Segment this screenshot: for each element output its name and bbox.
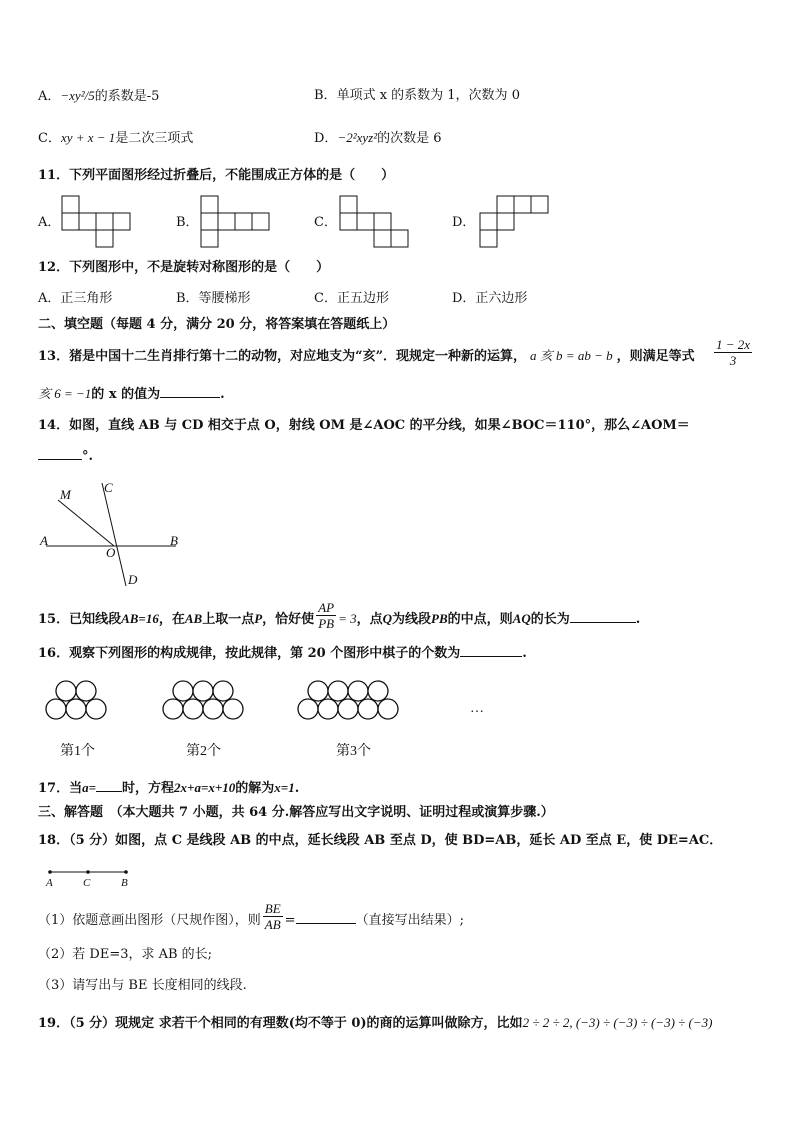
label-c: C bbox=[104, 480, 113, 495]
q18-sub2: （2）若 DE=3，求 AB 的长; bbox=[38, 947, 213, 962]
q12-option-c: C．正五边形 bbox=[314, 291, 389, 306]
q13-line1: 13．猪是中国十二生肖排行第十二的动物，对应地支为“亥”．现规定一种新的运算， a 亥 b = ab − b ，则满足等式 bbox=[38, 348, 695, 364]
q10-option-c: C．xy + x − 1是二次三项式 bbox=[38, 130, 194, 146]
q18-sub1: （1）依题意画出图形（尺规作图），则 $\frac{BE}{AB}$ = （直接写出结果）; bbox=[38, 901, 464, 932]
seg-label-b: B bbox=[121, 877, 128, 889]
q11-stem: 11．下列平面图形经过折叠后，不能围成正方体的是（ ） bbox=[38, 168, 395, 183]
q15-text: 15．已知线段AB=16，在AB上取一点P，恰好使 $\frac{AP}{PB}$ = 3，点Q为线段PB的中点，则AQ的长为 . bbox=[38, 600, 641, 631]
section-2-heading: 二、填空题（每题 4 分，满分 20 分，将答案填在答题纸上） bbox=[38, 317, 396, 332]
caption-2: 第2个 bbox=[186, 744, 221, 759]
q18-stem: 18．（5 分）如图，点 C 是线段 AB 的中点，延长线段 AB 至点 D，使 BD=AB，延长 AD 至点 E，使 DE=AC． bbox=[38, 833, 723, 848]
section-3-heading: 三、解答题 （本大题共 7 小题，共 64 分.解答应写出文字说明、证明过程或演算步骤.） bbox=[38, 805, 554, 820]
q11-option-c: C． bbox=[314, 215, 337, 230]
q16-stem: 16．观察下列图形的构成规律，按此规律，第 20 个图形中棋子的个数为 . bbox=[38, 646, 527, 661]
q12-stem: 12．下列图形中，不是旋转对称图形的是（ ） bbox=[38, 260, 330, 275]
q10-option-d: D．−2²xyz²的次数是 6 bbox=[314, 130, 442, 146]
q14-line2: °. bbox=[38, 448, 93, 466]
q10-a-math: −xy²/5 bbox=[60, 88, 95, 103]
q11-option-d: D． bbox=[452, 215, 476, 230]
q13-line2: 亥 6 = −1的 x 的值为 . bbox=[38, 386, 225, 402]
q19-text: 19．（5 分）现规定 求若干个相同的有理数(均不等于 0)的商的运算叫做除方，比如2 ÷ 2 ÷ 2, (−3) ÷ (−3) ÷ (−3) ÷ (−3) bbox=[38, 1015, 713, 1031]
seg-label-a: A bbox=[46, 877, 53, 889]
q10-option-a: A．−xy²/5的系数是-5 bbox=[38, 88, 160, 104]
label-d: D bbox=[128, 572, 138, 587]
ellipsis: … bbox=[470, 701, 484, 716]
q11-option-a: A． bbox=[38, 215, 61, 230]
label-o: O bbox=[106, 545, 116, 560]
caption-3: 第3个 bbox=[336, 744, 371, 759]
q14-line1: 14．如图，直线 AB 与 CD 相交于点 O，射线 OM 是∠AOC 的平分线，如果∠BOC＝110°，那么∠AOM＝ bbox=[38, 418, 690, 433]
q13-fraction: $\frac{1 - 2x}{3}$ bbox=[716, 337, 751, 368]
q12-option-b: B．等腰梯形 bbox=[176, 291, 251, 306]
q17-text: 17．当a= 时，方程2x+a=x+10的解为x=1. bbox=[38, 780, 300, 796]
label-m: M bbox=[60, 487, 71, 502]
seg-label-c: C bbox=[83, 877, 91, 889]
q12-option-a: A．正三角形 bbox=[38, 291, 113, 306]
q10-option-b: B．单项式 x 的系数为 1，次数为 0 bbox=[314, 88, 520, 103]
label-b: B bbox=[170, 533, 178, 548]
label-a: A bbox=[40, 533, 48, 548]
q11-option-b: B． bbox=[176, 215, 199, 230]
q12-option-d: D．正六边形 bbox=[452, 291, 528, 306]
caption-1: 第1个 bbox=[60, 744, 95, 759]
q18-answer-blank[interactable] bbox=[296, 923, 356, 924]
q18-sub3: （3）请写出与 BE 长度相同的线段. bbox=[38, 978, 247, 993]
